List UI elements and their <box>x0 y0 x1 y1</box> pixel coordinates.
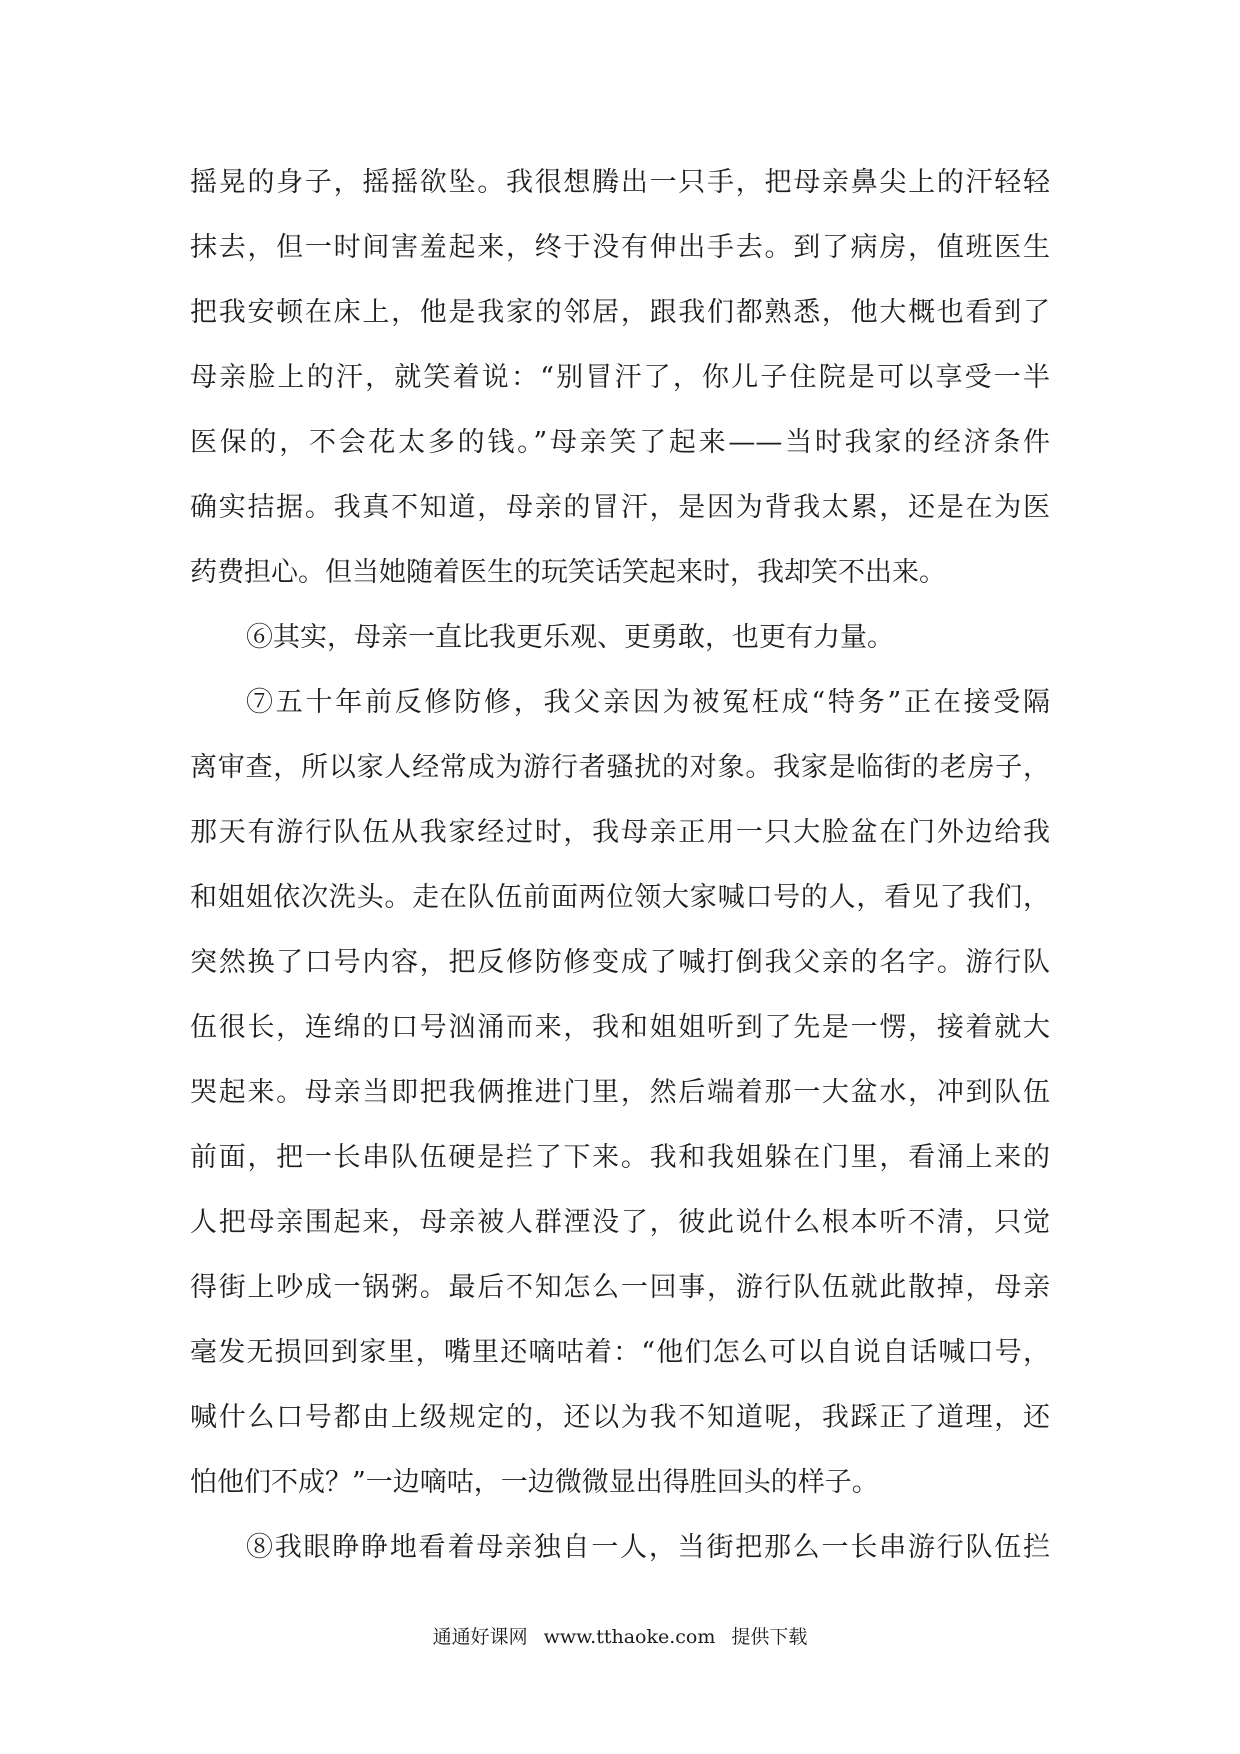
footer-url: www.tthaoke.com <box>543 1626 716 1648</box>
text-line: 前面，把一长串队伍硬是拦了下来。我和我姐躲在门里，看涌上来的 <box>190 1142 1050 1173</box>
text-line: 毫发无损回到家里，嘴里还嘀咕着：“他们怎么可以自说自话喊口号， <box>190 1337 1050 1368</box>
text-line: 得街上吵成一锅粥。最后不知怎么一回事，游行队伍就此散掉，母亲 <box>190 1272 1050 1303</box>
footer-site-name: 通通好课网 <box>432 1626 528 1648</box>
text-line: 哭起来。母亲当即把我俩推进门里，然后端着那一大盆水，冲到队伍 <box>190 1077 1050 1108</box>
paragraph-continued <box>190 150 1050 605</box>
text-line: 喊什么口号都由上级规定的，还以为我不知道呢，我踩正了道理，还 <box>190 1402 1050 1433</box>
text-line: 伍很长，连绵的口号汹涌而来，我和姐姐听到了先是一愣，接着就大 <box>190 1012 1050 1043</box>
text-line: 人把母亲围起来，母亲被人群湮没了，彼此说什么根本听不清，只觉 <box>190 1207 1050 1238</box>
footer-note: 提供下载 <box>731 1626 808 1648</box>
page-footer <box>0 1622 1240 1652</box>
text-line: 把我安顿在床上，他是我家的邻居，跟我们都熟悉，他大概也看到了 <box>190 297 1050 328</box>
paragraph-8 <box>190 1515 1050 1580</box>
text-line: 药费担心。但当她随着医生的玩笑话笑起来时，我却笑不出来。 <box>190 557 946 588</box>
text-line: 突然换了口号内容，把反修防修变成了喊打倒我父亲的名字。游行队 <box>190 947 1050 978</box>
text-line: 摇晃的身子，摇摇欲坠。我很想腾出一只手，把母亲鼻尖上的汗轻轻 <box>190 167 1050 198</box>
text-line: 母亲脸上的汗，就笑着说：“别冒汗了，你儿子住院是可以享受一半 <box>190 362 1050 393</box>
text-line: 离审查，所以家人经常成为游行者骚扰的对象。我家是临街的老房子， <box>190 752 1050 783</box>
text-line: 医保的，不会花太多的钱。”母亲笑了起来——当时我家的经济条件 <box>190 427 1050 458</box>
paragraph-6 <box>190 605 1050 670</box>
text-line: 和姐姐依次洗头。走在队伍前面两位领大家喊口号的人，看见了我们， <box>190 882 1050 913</box>
body-text <box>190 150 1050 1580</box>
text-line: 那天有游行队伍从我家经过时，我母亲正用一只大脸盆在门外边给我 <box>190 817 1050 848</box>
paragraph-7 <box>190 670 1050 1515</box>
text-line: 怕他们不成？”一边嘀咕，一边微微显出得胜回头的样子。 <box>190 1467 879 1498</box>
text-line: 确实拮据。我真不知道，母亲的冒汗，是因为背我太累，还是在为医 <box>190 492 1050 523</box>
text-line: ⑦五十年前反修防修，我父亲因为被冤枉成“特务”正在接受隔 <box>246 687 1050 718</box>
text-line: ⑧我眼睁睁地看着母亲独自一人，当街把那么一长串游行队伍拦 <box>246 1532 1050 1563</box>
text-line: ⑥其实，母亲一直比我更乐观、更勇敢，也更有力量。 <box>246 622 894 653</box>
text-line: 抹去，但一时间害羞起来，终于没有伸出手去。到了病房，值班医生 <box>190 232 1050 263</box>
